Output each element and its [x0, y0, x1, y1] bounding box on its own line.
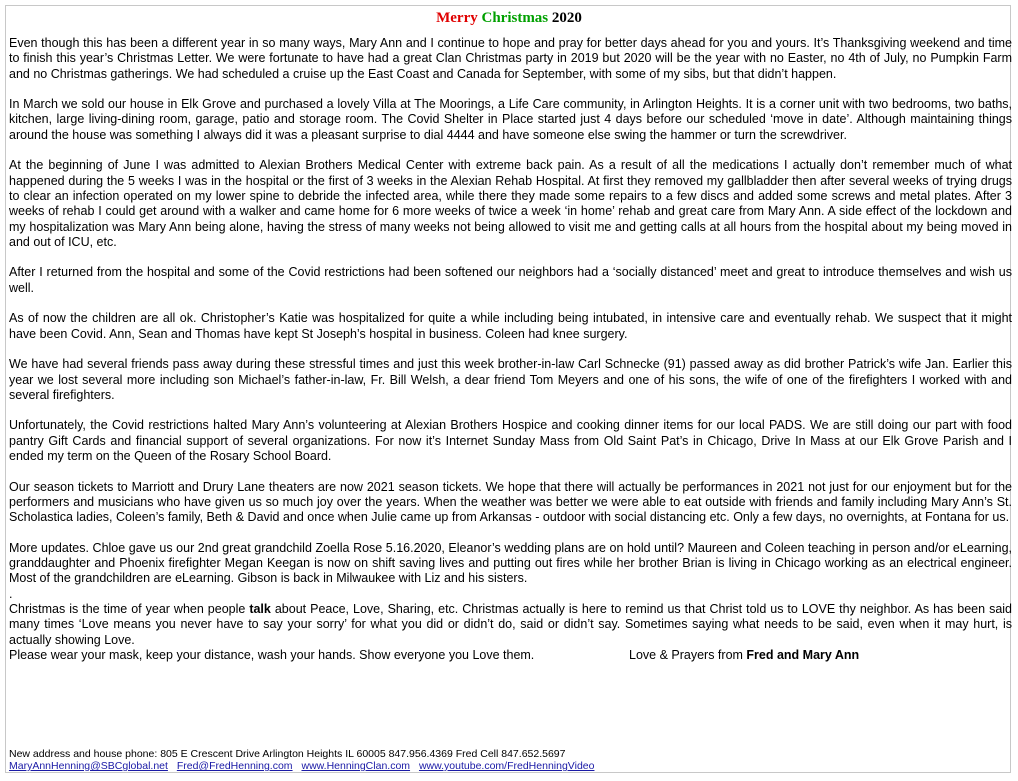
christmas-text-before: Christmas is the time of year when people	[9, 601, 250, 616]
letter-page	[5, 5, 1011, 773]
paragraph-friends: We have had several friends pass away during these stressful times and just this week brother-in-law Carl Schnecke (91) passed away as did brother Patrick’s wife Jan. Earlier this year we lost several more including son Michael’s father-in-law, Fr. Bill Welsh, a dear friend Tom Meyers and one of his sons, the wife of one of the firefighters I worked with and several firefighters.	[9, 357, 1012, 402]
youtube-channel-link[interactable]: www.youtube.com/FredHenningVideo	[418, 760, 595, 772]
paragraph-neighbors: After I returned from the hospital and some of the Covid restrictions had been softened our neighbors had a ‘socially distanced’ meet and great to introduce themselves and wish us well.	[9, 265, 1012, 295]
paragraph-children: As of now the children are all ok. Christopher’s Katie was hospitalized for quite a while including being intubated, in intensive care and eventually rehab. We suspect that it might have been Covid. Ann, Sean and Thomas have kept St Joseph’s hospital in business. Coleen had knee surgery.	[9, 311, 1012, 341]
title-merry: Merry	[436, 10, 478, 26]
paragraph-hospital: At the beginning of June I was admitted to Alexian Brothers Medical Center with extreme back pain. As a result of all the medications I actually don’t remember much of what happened during the 5 weeks I was in the hospital or the first of 3 weeks in the Alexian Rehab Hospital. At first they removed my gallbladder then after several weeks of trying drugs to clear an infection operated on my lower spine to debride the infected area, while there they made some repairs to a few discs and added some screws and metal plates. After 3 weeks of rehab I could get around with a walker and came home for 6 more weeks of twice a week ‘in home’ rehab and great care from Mary Ann. A side effect of the lockdown and my hospitalization was Mary Ann being alone, having the stress of many weeks not being allowed to visit me and getting calls at all hours from the hospital about my being moved in and out of ICU, etc.	[9, 158, 1012, 249]
stray-mark: .	[9, 586, 13, 601]
christmas-text-bold: talk	[249, 601, 271, 616]
email-fred-link[interactable]: Fred@FredHenning.com	[176, 760, 293, 772]
letter-title	[6, 9, 1012, 27]
love-prefix: Love & Prayers from	[629, 647, 747, 662]
letter-footer	[9, 748, 1012, 772]
signature-names: Fred and Mary Ann	[746, 647, 860, 662]
address-line: New address and house phone: 805 E Crescent Drive Arlington Heights IL 60005 847.956.4369 Fred Cell 847.652.5697	[9, 748, 566, 760]
henningclan-website-link[interactable]: www.HenningClan.com	[301, 760, 411, 772]
paragraph-updates: More updates. Chloe gave us our 2nd great grandchild Zoella Rose 5.16.2020, Eleanor’s wedding plans are on hold until? Maureen and Coleen teaching in person and/or eLearning, granddaughter and Phoenix firefighter Megan Keegan is now on shift saving lives and putting out fires while her brother Brian is living in Chicago working as an electrical engineer. Most of the grandchildren are eLearning. Gibson is back in Milwaukee with Liz and his sisters.	[9, 540, 1012, 586]
signature-line	[629, 648, 859, 663]
footer-links	[9, 760, 1012, 772]
title-year: 2020	[551, 10, 582, 26]
mask-line: Please wear your mask, keep your distance, wash your hands. Show everyone you Love them.	[9, 647, 535, 662]
paragraph-volunteering: Unfortunately, the Covid restrictions halted Mary Ann’s volunteering at Alexian Brothers Hospice and cooking dinner items for our local PADS. We are still doing our part with food pantry Gift Cards and financial support of several organizations. For now it’s Internet Sunday Mass from Old Saint Pat’s in Chicago, Drive In Mass at our Elk Grove Parish and I ended my term on the Queen of the Rosary School Board.	[9, 418, 1012, 464]
paragraph-move: In March we sold our house in Elk Grove and purchased a lovely Villa at The Moorings, a Life Care community, in Arlington Heights. It is a corner unit with two bedrooms, two baths, kitchen, large living-dining room, garage, patio and storage room. The Covid Shelter in Place started just 4 days before our scheduled ‘move in date’. Although maintaining things around the house was something I always did it was a pleasant surprise to dial 4444 and have someone else swing the hammer or turn the screwdriver.	[9, 97, 1012, 142]
title-christmas: Christmas	[481, 10, 549, 26]
letter-body	[9, 36, 1012, 663]
paragraph-thanksgiving: Even though this has been a different year in so many ways, Mary Ann and I continue to hope and pray for better days ahead for you and yours. It’s Thanksgiving weekend and time to finish this year’s Christmas Letter. We were fortunate to have had a great Clan Christmas party in 2019 but 2020 will be the year with no Easter, no 4th of July, no Pumpkin Farm and no Christmas gatherings. We had scheduled a cruise up the East Coast and Canada for September, with some of my sibs, but that didn’t happen.	[9, 36, 1012, 81]
paragraph-theater: Our season tickets to Marriott and Drury Lane theaters are now 2021 season tickets. We hope that there will actually be performances in 2021 not just for our enjoyment but for the performers and musicians who have given us so much joy over the years. When the weather was better we were able to eat outside with friends and family including Mary Ann’s St. Scholastica ladies, Coleen’s family, Beth & David and once when Julie came up from Arkansas - outdoor with social distancing etc. Only a few days, no overnights, at Fontana for us.	[9, 479, 1012, 525]
paragraph-christmas-message	[9, 602, 1012, 648]
christmas-text-after: about Peace, Love, Sharing, etc. Christmas actually is here to remind us that Christ told us to LOVE thy neighbor. As has been said many times ‘Love means you never have to say your sorry’ for what you did or didn’t do, said or didn’t say. Sometimes saying what needs to be said, even when it may hurt, is actually showing Love.	[9, 601, 1012, 647]
closing-row	[9, 648, 1012, 663]
email-maryann-link[interactable]: MaryAnnHenning@SBCglobal.net	[9, 760, 168, 772]
